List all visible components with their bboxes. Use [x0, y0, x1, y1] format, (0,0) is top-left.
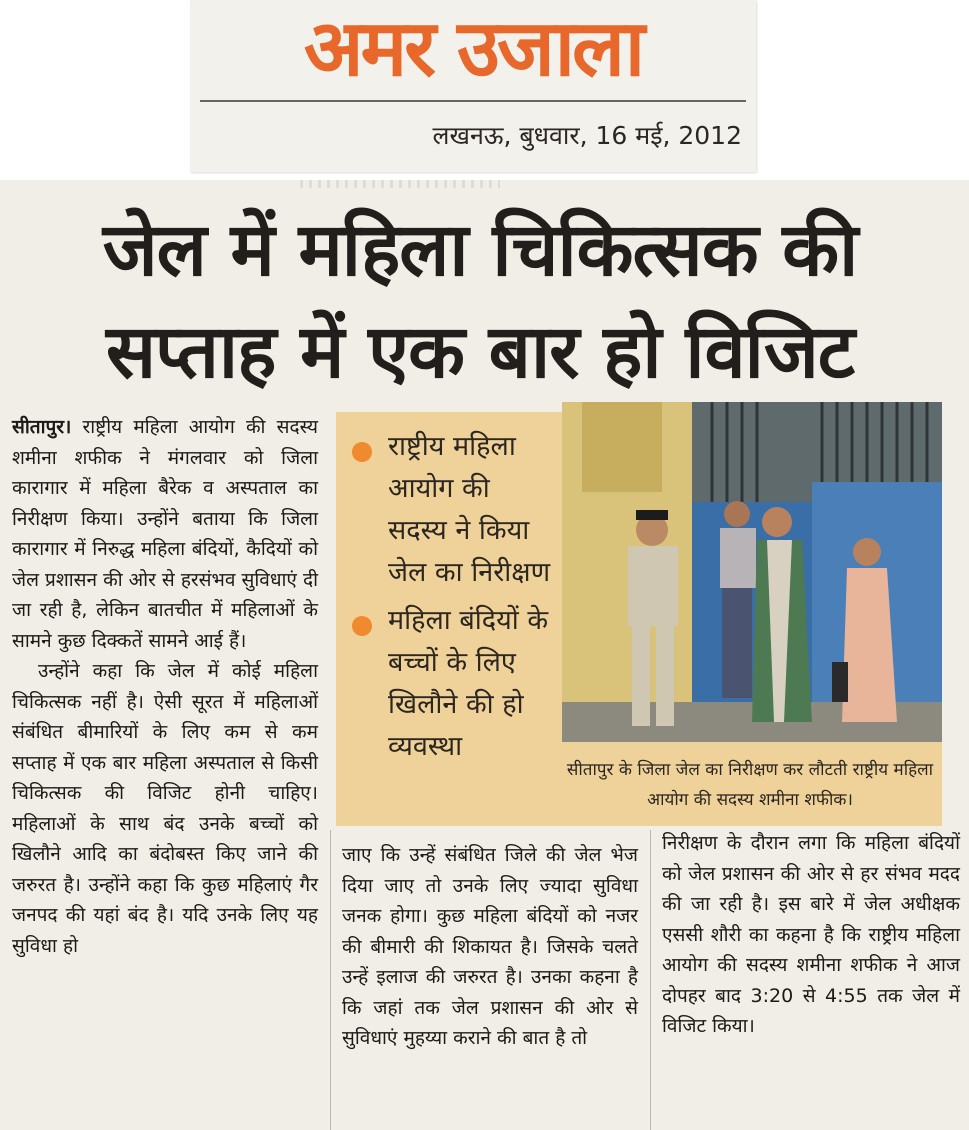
bullet-dot-icon — [352, 616, 372, 636]
article-column-1 — [12, 412, 318, 961]
highlight-box — [336, 412, 942, 826]
article-column-2: जाए कि उन्हें संबंधित जिले की जेल भेज दिया जाए तो उनके लिए ज्यादा सुविधा जनक होगा। कुछ महिला बंदियों को नजर की बीमारी की शिकायत है। जिसके चलते उन्हें इलाज की जरुरत है। उनका कहना है कि जहां तक जेल प्रशासन की ओर से सुविधाएं मुहय्या कराने की बात है तो — [342, 844, 638, 1049]
column-divider — [330, 830, 331, 1130]
paragraph-1-text: राष्ट्रीय महिला आयोग की सदस्य शमीना शफीक ने मंगलवार को जिला कारागार में महिला बैरेक व अस्पताल का निरीक्षण किया। उन्होंने बताया कि जिला कारागार में निरुद्ध महिला बंदियों, कैदियों को जेल प्रशासन की ओर से हरसंभव सुविधाएं दी जा रही है, लेकिन बातचीत में महिलाओं के सामने कुछ दिक्कतें सामने आई हैं। — [12, 416, 318, 652]
newspaper-masthead — [190, 0, 756, 172]
highlight-item — [346, 426, 556, 594]
highlight-bullets — [346, 426, 556, 774]
highlight-item — [346, 600, 556, 768]
masthead-divider — [200, 100, 746, 102]
paragraph-1 — [12, 412, 318, 656]
highlight-text: राष्ट्रीय महिला आयोग की सदस्य ने किया जेल का निरीक्षण — [388, 431, 551, 588]
paragraph-2: उन्होंने कहा कि जेल में कोई महिला चिकित्सक नहीं है। ऐसी सूरत में महिलाओं संबंधित बीमारियों के लिए कम से कम सप्ताह में एक बार महिला अस्पताल से किसी चिकित्सक की विजिट होनी चाहिए। महिलाओं के साथ बंद उनके बच्चों को खिलौने आदि का बंदोबस्त किए जाने की जरुरत है। उन्होंने कहा कि कुछ महिलाएं गैर जनपद की यहां बंद है। यदि उनके लिए यह सुविधा हो — [12, 660, 318, 957]
article-column-3: निरीक्षण के दौरान लगा कि महिला बंदियों को जेल प्रशासन की ओर से हर संभव मदद की जा रही है। इस बारे में जेल अधीक्षक एससी शौरी का कहना है कि राष्ट्रीय महिला आयोग की सदस्य शमीना शफीक ने आज दोपहर बाद 3:20 से 4:55 तक जेल में विजिट किया। — [662, 832, 960, 1037]
jail-inspection-photo — [562, 402, 942, 742]
news-article — [0, 180, 969, 1130]
newspaper-title: अमर उजाला — [303, 4, 643, 94]
bleed-through-text — [300, 180, 500, 188]
headline-line-2: सप्ताह में एक बार हो विजिट — [105, 309, 855, 395]
dateline: सीतापुर। — [12, 416, 72, 438]
news-photo — [562, 402, 942, 742]
bullet-dot-icon — [352, 442, 372, 462]
column-divider — [650, 830, 651, 1130]
headline-line-1: जेल में महिला चिकित्सक की — [102, 207, 858, 293]
highlight-text: महिला बंदियों के बच्चों के लिए खिलौने की हो व्यवस्था — [388, 605, 549, 762]
edition-date: लखनऊ, बुधवार, 16 मई, 2012 — [432, 121, 742, 150]
photo-caption: सीतापुर के जिला जेल का निरीक्षण कर लौटती राष्ट्रीय महिला आयोग की सदस्य शमीना शफीक। — [566, 760, 934, 810]
